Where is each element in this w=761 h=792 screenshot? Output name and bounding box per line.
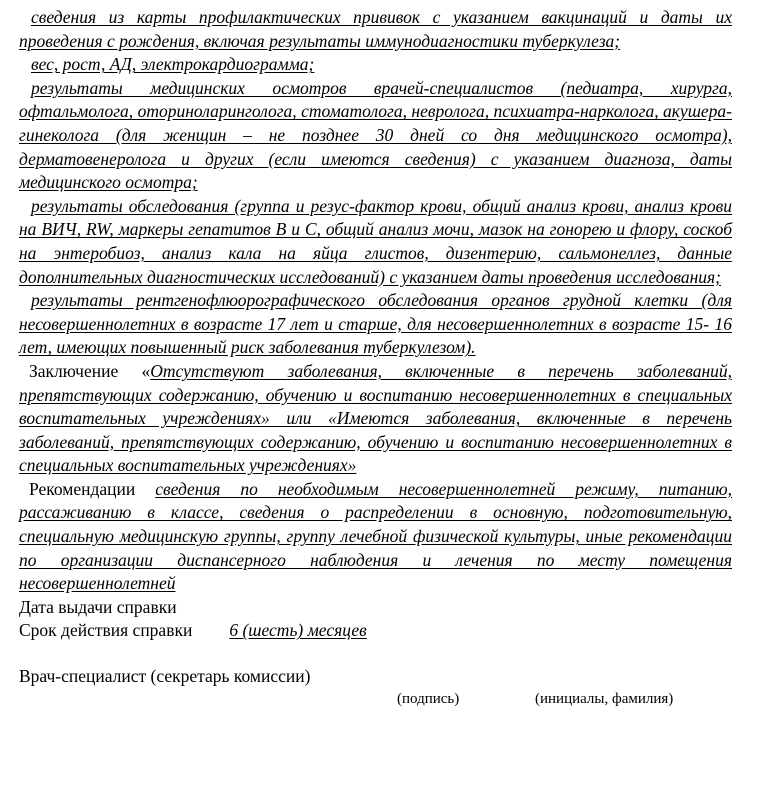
validity-label: Срок действия справки bbox=[19, 620, 193, 641]
measurements-text: вес, рост, АД, электрокардиограмма; bbox=[31, 54, 315, 75]
doctor-line bbox=[19, 665, 732, 689]
spacer bbox=[19, 643, 732, 665]
recommendations-paragraph bbox=[19, 478, 732, 596]
vaccination-text: сведения из карты профилактических прививок с указанием вакцинаций и даты их проведения с рождения, включая результаты иммунодиагностики туберкулеза; bbox=[19, 7, 732, 51]
recommendations-text: сведения по необходимым несовершеннолетней режиму, питанию, рассаживанию в классе, сведения о распределении в основную, подготовительную, специальную медицинскую группы, группу лечебной физической культуры, иные рекомендации по организации диспансерного наблюдения и лечения по месту помещения несовершеннолетней bbox=[19, 478, 732, 594]
conclusion-text: Отсутствуют заболевания, включенные в перечень заболеваний, препятствующих содержанию, обучению и воспитанию несовершеннолетних в специальных воспитательных учреждениях» или «Имеются заболевания, включенные в перечень заболеваний, препятствующих содержанию, обучению и воспитанию несовершеннолетних в специальных воспитательных учреждениях» bbox=[19, 360, 732, 476]
specialists-text: результаты медицинских осмотров врачей-специалистов (педиатра, хирурга, офтальмолога, оториноларинголога, стоматолога, невролога, психиатра-нарколога, акушера-гинеколога (для женщин – не позднее 30 дней со дня медицинского осмотра), дерматовенеролога и других (если имеются сведения) с указанием диагноза, даты медицинского осмотра; bbox=[19, 77, 732, 193]
signature-row bbox=[19, 689, 732, 713]
xray-paragraph bbox=[19, 289, 732, 360]
doctor-label: Врач-специалист (секретарь комиссии) bbox=[19, 666, 311, 687]
conclusion-label: Заключение « bbox=[29, 360, 151, 381]
xray-text: результаты рентгенофлюорографического обследования органов грудной клетки (для несовершеннолетних в возрасте 17 лет и старше, для несовершеннолетних в возрасте 15- 16 лет, имеющих повышенный риск заболевания туберкулезом). bbox=[19, 290, 732, 358]
issue-date-label: Дата выдачи справки bbox=[19, 596, 177, 617]
recommendations-label: Рекомендации bbox=[29, 478, 136, 499]
validity-value: 6 (шесть) месяцев bbox=[229, 620, 367, 641]
signature-caption: (подпись) bbox=[397, 690, 460, 707]
document-body bbox=[19, 6, 732, 713]
vaccination-paragraph bbox=[19, 6, 732, 53]
conclusion-paragraph bbox=[19, 360, 732, 478]
validity-line bbox=[19, 619, 732, 643]
issue-date-line bbox=[19, 596, 732, 620]
specialists-paragraph bbox=[19, 77, 732, 195]
name-caption: (инициалы, фамилия) bbox=[535, 690, 674, 707]
lab-results-paragraph bbox=[19, 195, 732, 289]
measurements-paragraph bbox=[19, 53, 732, 77]
lab-results-text: результаты обследования (группа и резус-фактор крови, общий анализ крови, анализ крови на ВИЧ, RW, маркеры гепатитов В и С, общий анализ мочи, мазок на гонорею и флору, соскоб на энтеробиоз, анализ кала на яйца глистов, дизентерию, сальмонеллез, данные дополнительных диагностических исследований) с указанием даты проведения исследования; bbox=[19, 195, 732, 287]
